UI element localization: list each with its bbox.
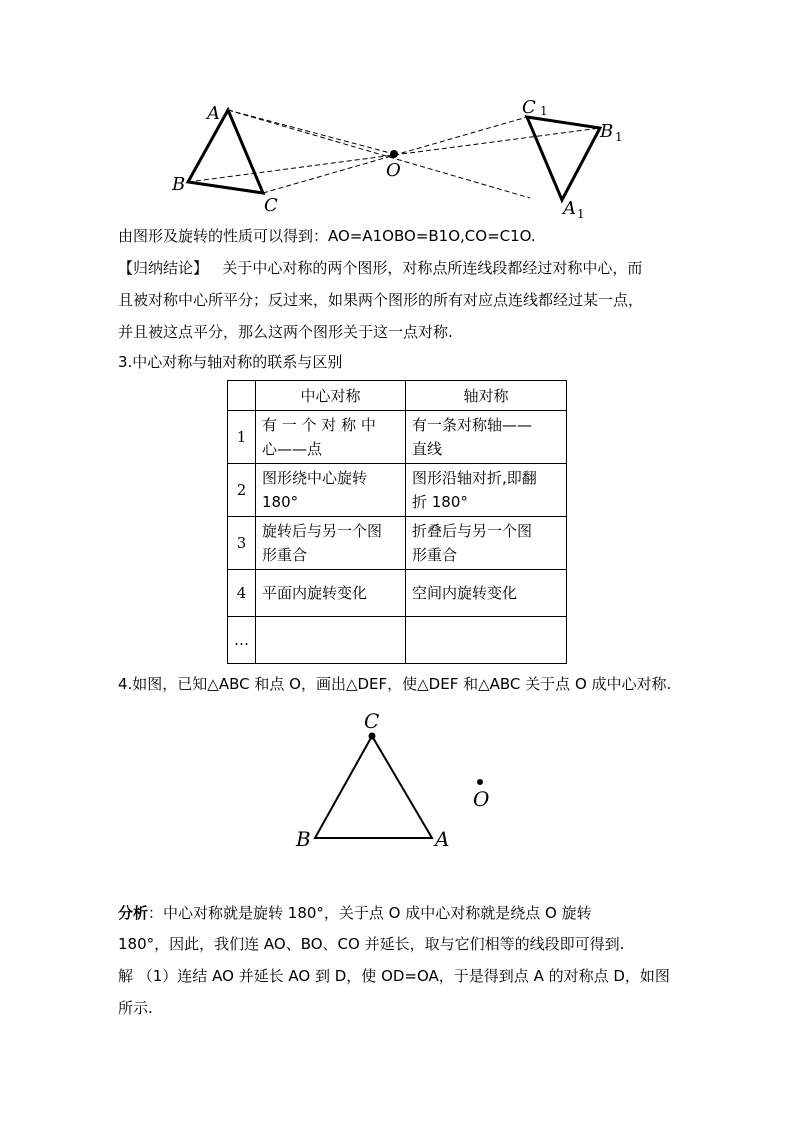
triangle-figure — [280, 700, 520, 860]
svg-text:1: 1 — [540, 104, 548, 118]
comparison-table — [227, 380, 567, 664]
triangle-ABC-2 — [315, 736, 432, 838]
header-axial: 轴对称 — [406, 381, 567, 411]
analysis-text-1: ：中心对称就是旋转 180°，关于点 O 成中心对称就是绕点 O 旋转 — [148, 904, 592, 922]
symmetry-figure — [160, 90, 640, 225]
analysis-text-2: 180°，因此，我们连 AO、BO、CO 并延长，取与它们相等的线段即可得到. — [118, 935, 625, 953]
table-row: 2 图形绕中心旋转 180° 图形沿轴对折,即翻 折 180° — [228, 464, 567, 517]
label-B1: B — [600, 121, 614, 142]
label-A1: A — [563, 198, 576, 219]
table-row: 4 平面内旋转变化 空间内旋转变化 — [228, 570, 567, 617]
label-A-2: A — [435, 827, 450, 851]
svg-text:1: 1 — [577, 207, 585, 221]
conclusion-text-2: 且被对称中心所平分；反过来，如果两个图形的所有对应点连线都经过某一点， — [118, 291, 644, 309]
header-central: 中心对称 — [256, 381, 406, 411]
center-point-O — [390, 150, 398, 158]
section-3-heading: 3.中心对称与轴对称的联系与区别 — [118, 353, 343, 371]
table-row: … — [228, 617, 567, 664]
label-B-2: B — [296, 827, 311, 851]
property-text: 由图形及旋转的性质可以得到：AO=A1OBO=B1O,CO=C1O. — [118, 227, 536, 245]
solution-text-1: 解 （1）连结 AO 并延长 AO 到 D，使 OD=OA，于是得到点 A 的对称点 D，如图 — [118, 967, 670, 985]
conclusion-tag: 【归纳结论】 — [118, 259, 209, 277]
point-O-dot — [477, 779, 483, 785]
conclusion-text-1: 关于中心对称的两个图形，对称点所连线段都经过对称中心，而 — [222, 259, 643, 277]
label-C1: C — [522, 97, 536, 118]
conclusion-text-3: 并且被这点平分，那么这两个图形关于这一点对称. — [118, 323, 453, 341]
label-O: O — [386, 160, 401, 181]
table-row: 3 旋转后与另一个图 形重合 折叠后与另一个图 形重合 — [228, 517, 567, 570]
vertex-C-dot — [369, 733, 376, 740]
label-C-2: C — [364, 709, 380, 733]
label-C: C — [264, 195, 278, 216]
svg-text:1: 1 — [615, 130, 623, 144]
label-B: B — [172, 174, 186, 195]
line-A-A1 — [228, 110, 530, 198]
label-O-2: O — [473, 787, 490, 811]
table-row: 1 有 一 个 对 称 中 心——点 有一条对称轴—— 直线 — [228, 411, 567, 464]
label-A: A — [207, 103, 220, 124]
analysis-tag: 分析 — [118, 904, 149, 922]
solution-text-2: 所示. — [118, 999, 153, 1017]
question-4: 4.如图，已知△ABC 和点 O，画出△DEF，使△DEF 和△ABC 关于点 O 成中心对称. — [118, 675, 672, 693]
table-header-row — [228, 381, 567, 411]
